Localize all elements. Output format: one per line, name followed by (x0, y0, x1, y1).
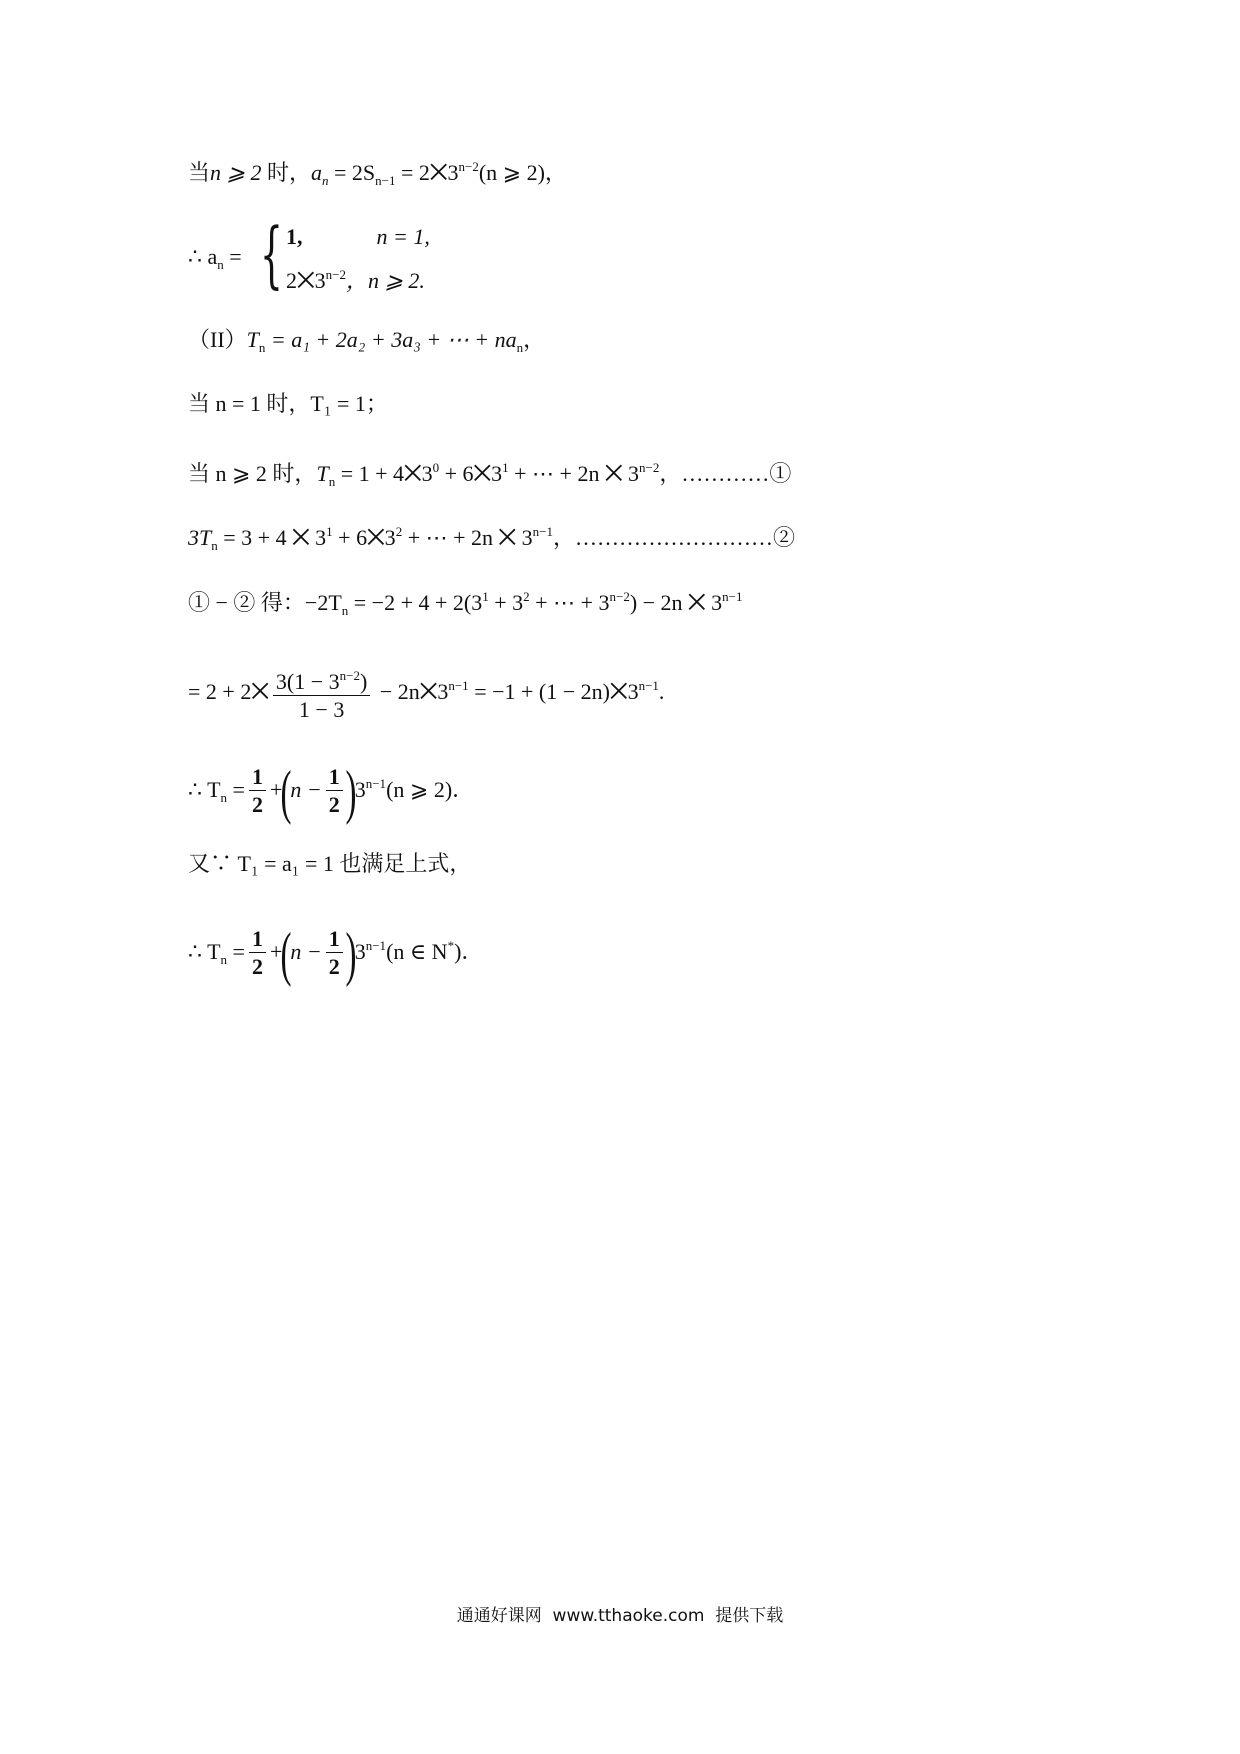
math: 3 (354, 939, 366, 964)
subscript: n (220, 790, 228, 805)
math: + 6⨉3 (439, 461, 503, 486)
superscript: n−2 (458, 159, 479, 174)
subscript: n (217, 257, 224, 272)
text: 当 (188, 160, 211, 185)
math: − 2n⨉3 (374, 679, 449, 704)
math: (n ⩾ 2)， (478, 160, 567, 185)
superscript: 2 (395, 524, 403, 539)
line-an-general: 当n ⩾ 2 时，$a_n = 2S_{n-1}$ = $2⨉3^{n-2}(n$ ⩾ 2)， (188, 159, 567, 188)
math: n − (290, 777, 322, 802)
math: + (269, 777, 283, 802)
denominator: 1 − 3 (298, 697, 345, 723)
denominator: 2 (251, 792, 263, 818)
subscript: n (211, 538, 218, 553)
superscript: 2 (523, 589, 530, 604)
text: 当 n = 1 时，T₁ = 1； (188, 391, 388, 416)
superscript: * (447, 938, 455, 953)
math: ∴ T (188, 939, 221, 964)
denominator: 2 (328, 954, 340, 980)
text: 又∵ T₁ = a₁ = 1 也满足上式， (188, 851, 472, 876)
math: = 2 + 2⨉ (188, 679, 269, 704)
subscript: n (258, 340, 266, 355)
math: = −2 + 4 + 2(3 (348, 590, 483, 615)
formula-tn-final (188, 914, 483, 992)
math: = (227, 777, 245, 802)
numerator: 3(1 − 3 (275, 669, 340, 695)
superscript: 1 (502, 460, 509, 475)
math: ① − ② 得：−2T (188, 590, 342, 615)
math: = (223, 244, 242, 269)
superscript: n−1 (722, 589, 743, 604)
math: n − (290, 939, 322, 964)
math: = 1 + 4⨉3 (335, 461, 433, 486)
numerator: 1 (251, 926, 263, 952)
superscript: 1 (326, 524, 333, 539)
math: = 2S (328, 160, 376, 185)
subscript: n−1 (375, 173, 396, 188)
text: ，…………① (659, 461, 792, 486)
text: ，………………………② (552, 525, 795, 550)
numerator: 1 (328, 926, 340, 952)
right-paren: ) (345, 758, 357, 825)
subscript: n (516, 340, 524, 355)
formula-tn-n-ge-2 (188, 752, 474, 830)
denominator: 2 (328, 792, 340, 818)
math: ) − 2n ⨉ 3 (629, 590, 723, 615)
line-also (188, 849, 471, 879)
numerator: ) (360, 669, 368, 695)
subscript: n (328, 474, 336, 489)
line-part-ii (188, 325, 545, 363)
numerator: 1 (328, 764, 340, 790)
math: = 2⨉3 (395, 160, 459, 185)
superscript: n−2 (609, 589, 630, 604)
math: 3 (354, 777, 366, 802)
left-paren: ( (280, 758, 292, 825)
math: + ⋯ + 3 (529, 590, 610, 615)
line-t1 (188, 389, 388, 419)
text: 当 n ⩾ 2 时， (188, 461, 317, 486)
left-paren: ( (280, 920, 292, 987)
superscript: n−2 (639, 460, 660, 475)
math: = (227, 939, 245, 964)
page-footer: 通通好课网 www.tthaoke.com 提供下载 (456, 1606, 784, 1626)
text: ， (523, 327, 546, 352)
math: ∴ a (188, 244, 218, 269)
case-value: 2⨉3 (286, 268, 326, 293)
right-paren: ) (345, 920, 357, 987)
math: )． (454, 939, 484, 964)
case-cond: ，n ⩾ 2. (345, 268, 425, 293)
superscript: n−1 (638, 678, 659, 693)
superscript: n−2 (325, 267, 346, 282)
brace: { (260, 212, 283, 296)
math: n ⩾ 2 (210, 160, 262, 185)
superscript: n−1 (365, 776, 387, 791)
text: 时， (261, 160, 311, 185)
text: . (658, 679, 665, 704)
equation-2 (188, 517, 795, 561)
math: = a₁ + 2a₂ + 3a₃ + ⋯ + na (265, 327, 517, 352)
part-label: （II） (188, 327, 247, 352)
superscript: n−1 (365, 938, 387, 953)
math: 3T (188, 525, 212, 550)
fraction-half (326, 926, 343, 981)
fraction-half (326, 764, 343, 819)
equation-difference (188, 582, 743, 626)
numerator: 1 (251, 764, 263, 790)
case-cond: n = 1, (376, 224, 430, 249)
superscript: n−2 (339, 668, 360, 684)
math: + 3 (488, 590, 524, 615)
math: T (316, 461, 329, 486)
math: = −1 + (1 − 2n)⨉3 (468, 679, 639, 704)
case-value: 1, (286, 224, 303, 249)
math: T (246, 327, 259, 352)
superscript: 0 (432, 460, 440, 475)
subscript: n (341, 603, 349, 618)
superscript: 1 (482, 589, 489, 604)
equation-1 (188, 453, 791, 497)
subscript: n (220, 952, 228, 967)
superscript: n−1 (448, 678, 469, 693)
denominator: 2 (251, 954, 263, 980)
math: (n ⩾ 2)． (386, 777, 475, 802)
math: + 6⨉3 (332, 525, 396, 550)
fraction (273, 663, 370, 724)
fraction-half (249, 926, 266, 981)
math: ∴ T (188, 777, 221, 802)
math: a (310, 160, 322, 185)
superscript: n−1 (532, 524, 553, 539)
math: + ⋯ + 2n ⨉ 3 (402, 525, 533, 550)
equation-result (188, 656, 664, 724)
math: + (269, 939, 283, 964)
math: = 3 + 4 ⨉ 3 (217, 525, 327, 550)
fraction-half (249, 764, 266, 819)
math: + ⋯ + 2n ⨉ 3 (508, 461, 640, 486)
math: (n ∈ N (386, 939, 448, 964)
